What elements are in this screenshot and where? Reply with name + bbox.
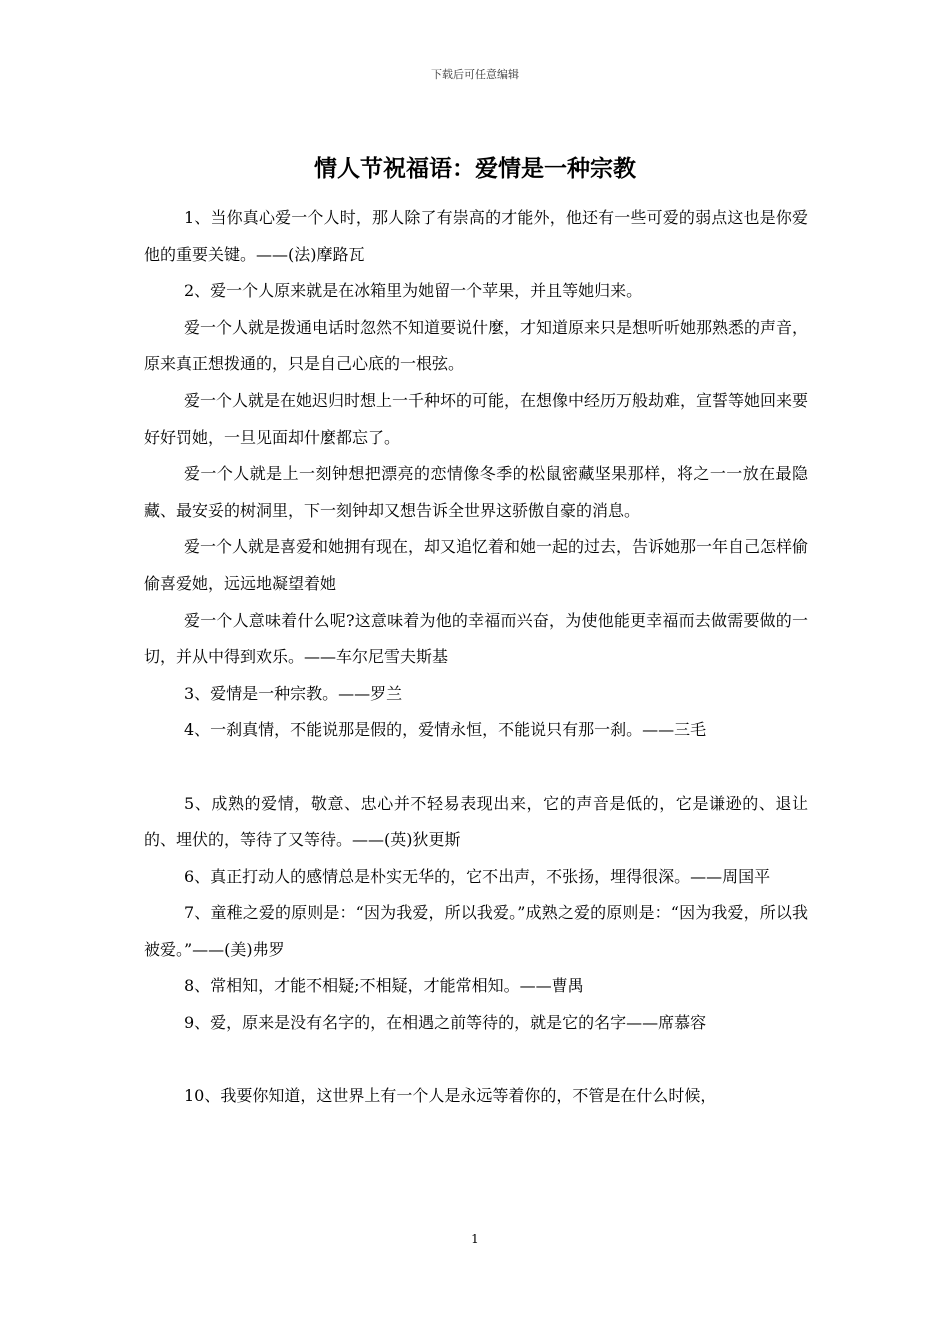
paragraph-1: 1、当你真心爱一个人时，那人除了有崇高的才能外，他还有一些可爱的弱点这也是你爱他的重要关键。——(法)摩路瓦: [144, 208, 808, 264]
document-title: 情人节祝福语：爱情是一种宗教: [314, 155, 636, 182]
page-header: 下载后可任意编辑: [431, 68, 519, 81]
paragraph-5: 爱一个人就是上一刻钟想把漂亮的恋情像冬季的松鼠密藏坚果那样，将之一一放在最隐藏、最安妥的树洞里，下一刻钟却又想告诉全世界这骄傲自豪的消息。: [144, 464, 808, 520]
paragraph-9: 4、一刹真情，不能说那是假的，爱情永恒，不能说只有那一刹。——三毛: [184, 720, 707, 740]
paragraph-8: 3、爱情是一种宗教。——罗兰: [184, 683, 403, 703]
paragraph-13: 8、常相知，才能不相疑;不相疑，才能常相知。——曹禺: [184, 976, 584, 996]
paragraph-6: 爱一个人就是喜爱和她拥有现在，却又追忆着和她一起的过去，告诉她那一年自己怎样偷偷喜爱她，远远地凝望着她: [144, 537, 809, 593]
paragraph-15: 10、我要你知道，这世界上有一个人是永远等着你的，不管是在什么时候，: [184, 1086, 717, 1106]
paragraph-7: 爱一个人意味着什么呢?这意味着为他的幸福而兴奋，为使他能更幸福而去做需要做的一切，并从中得到欢乐。——车尔尼雪夫斯基: [144, 610, 808, 667]
paragraph-11: 6、真正打动人的感情总是朴实无华的，它不出声，不张扬，埋得很深。——周国平: [184, 866, 771, 886]
document-body: [144, 200, 808, 1115]
paragraph-10: 5、成熟的爱情，敬意、忠心并不轻易表现出来，它的声音是低的，它是谦逊的、退让的、埋伏的，等待了又等待。——(英)狄更斯: [144, 793, 808, 850]
paragraph-3: 爱一个人就是拨通电话时忽然不知道要说什麼，才知道原来只是想听听她那熟悉的声音，原来真正想拨通的，只是自己心底的一根弦。: [144, 317, 809, 374]
paragraph-12: 7、童稚之爱的原则是：“因为我爱，所以我爱。”成熟之爱的原则是：“因为我爱，所以我被爱。”——(美)弗罗: [144, 903, 808, 959]
paragraph-4: 爱一个人就是在她迟归时想上一千种坏的可能，在想像中经历万般劫难，宣誓等她回来要好好罚她，一旦见面却什麼都忘了。: [144, 390, 809, 447]
paragraph-14: 9、爱，原来是没有名字的，在相遇之前等待的，就是它的名字——席慕容: [184, 1013, 707, 1033]
paragraph-2: 2、爱一个人原来就是在冰箱里为她留一个苹果，并且等她归来。: [184, 281, 643, 301]
page-number: 1: [471, 1232, 479, 1246]
